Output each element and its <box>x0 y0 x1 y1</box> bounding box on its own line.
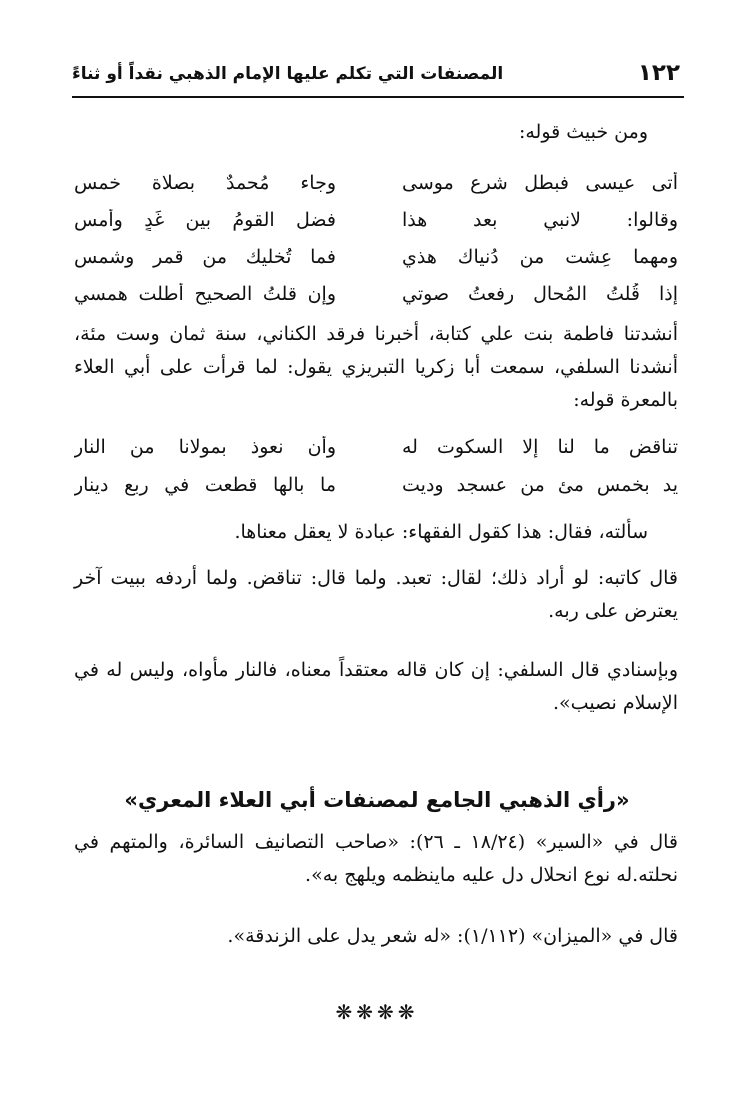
poem-verse <box>74 436 678 470</box>
poem-verse <box>74 172 678 206</box>
verse-first-hemistich: تناقض ما لنا إلا السكوت له <box>402 436 678 458</box>
paragraph-author-comment: قال كاتبه: لو أراد ذلك؛ لقال: تعبد. ولما قال: تناقض. ولما أردفه ببيت آخر يعترض على ربه. <box>74 567 678 622</box>
verse-first-hemistich: ومهما عِشت من دُنياك هذي <box>402 246 678 268</box>
running-title: المصنفات التي تكلم عليها الإمام الذهبي نقداً أو ثناءً <box>72 64 504 84</box>
verse-second-hemistich: وإن قلتُ الصحيح أطلت همسي <box>74 283 336 305</box>
verse-second-hemistich: فما تُخليك من قمر وشمس <box>74 246 336 268</box>
paragraph-silafi: وبإسنادي قال السلفي: إن كان قاله معتقداً معناه، فالنار مأواه، وليس له في الإسلام نصيب». <box>74 659 678 714</box>
verse-second-hemistich: فضل القومُ بين غَدٍ وأمسِ <box>74 209 336 231</box>
paragraph-mizan-quote: قال في «الميزان» (١/١١٢): «له شعر يدل على الزندقة». <box>227 925 678 947</box>
paragraph-siyar-quote: قال في «السير» (١٨/٢٤ ـ ٢٦): «صاحب التصانيف السائرة، والمتهم في نحلته.له نوع انحلال دل عليه ماينظمه ويلهج به». <box>74 831 678 886</box>
poem-verse <box>74 246 678 280</box>
page-number: ١٢٢ <box>637 60 680 86</box>
verse-second-hemistich: وجاء مُحمدٌ بصلاة خمس <box>74 172 336 194</box>
verse-first-hemistich: إذا قُلتُ المُحال رفعتُ صوتي <box>402 283 678 305</box>
paragraph-question: سألته، فقال: هذا كقول الفقهاء: عبادة لا يعقل معناها. <box>234 521 648 543</box>
poem-verse <box>74 209 678 243</box>
poem-verse <box>74 474 678 508</box>
verse-second-hemistich: وأن نعوذ بمولانا من النار <box>74 436 336 458</box>
paragraph-isnad: أنشدتنا فاطمة بنت علي كتابة، أخبرنا فرقد الكناني، سنة ثمان وست مئة، أنشدنا السلفي، سمعت أبا زكريا التبريزي يقول: لما قرأت على أبي العلاء بالمعرة قوله: <box>74 323 678 411</box>
intro-line: ومن خبيث قوله: <box>518 121 648 143</box>
verse-first-hemistich: وقالوا: لانبي بعد هذا <box>402 209 678 231</box>
section-end-ornament: ❋❋❋❋ <box>335 1000 419 1024</box>
verse-second-hemistich: ما بالها قطعت في ربع دينار <box>74 474 336 496</box>
section-heading: «رأي الذهبي الجامع لمصنفات أبي العلاء المعري» <box>124 788 630 812</box>
verse-first-hemistich: يد بخمس مئ من عسجد وديت <box>402 474 678 496</box>
page-header <box>72 60 684 98</box>
poem-verse <box>74 283 678 317</box>
verse-first-hemistich: أتى عيسى فبطل شرع موسى <box>402 172 678 194</box>
